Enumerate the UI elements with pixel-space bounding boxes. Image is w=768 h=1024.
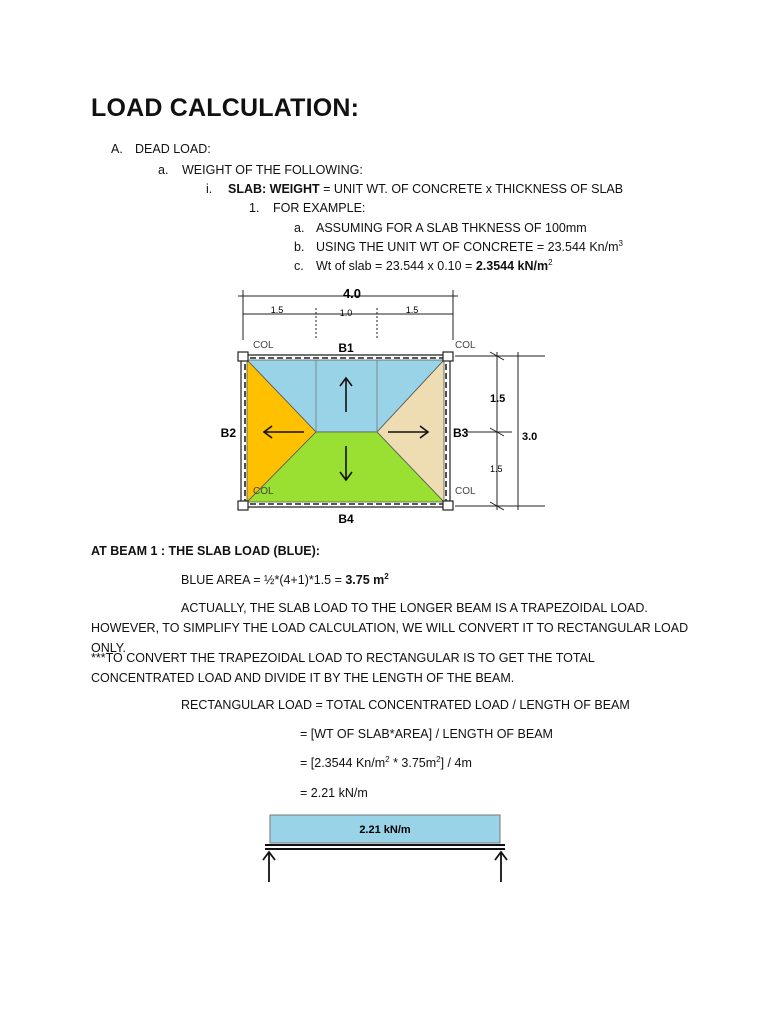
outline-item-weight: a. WEIGHT OF THE FOLLOWING: [158, 163, 363, 177]
paragraph-convert-note: ***TO CONVERT THE TRAPEZOIDAL LOAD TO RECTANGULAR IS TO GET THE TOTAL CONCENTRATED LOAD AND DIVIDE IT BY THE LENGTH OF THE BEAM. [91, 651, 595, 685]
col-label-bl: COL [253, 486, 274, 497]
beam-label-b1: B1 [338, 341, 354, 355]
page-title: LOAD CALCULATION: [91, 94, 360, 122]
blue-area-formula: BLUE AREA = ½*(4+1)*1.5 = 3.75 $m^2$ [181, 571, 389, 587]
dim-right: 1.5 [405, 305, 419, 315]
outline-item-unit-wt: b. USING THE UNIT WT OF CONCRETE = 23.544 $Kn/m^3$ [294, 238, 623, 254]
beam-load-diagram [255, 810, 520, 890]
col-label-br: COL [455, 486, 476, 497]
dim-v-bottom: 1.5 [490, 464, 503, 474]
outline-item-slab-weight: i. SLAB: WEIGHT = UNIT WT. OF CONCRETE x THICKNESS OF SLAB [206, 182, 624, 196]
equation-line-2: = [WT OF SLAB*AREA] / LENGTH OF BEAM [300, 727, 553, 741]
outline-item-wt-slab: c. Wt of slab = 23.544 x 0.10 = 2.3544 $kN/m^2$ [294, 257, 553, 273]
distributed-load-label: 2.21 kN/m [359, 824, 411, 836]
dim-mid: 1.0 [339, 308, 353, 318]
beam-label-b2: B2 [220, 426, 236, 440]
outline-item-dead-load: A. DEAD LOAD: [111, 142, 211, 156]
beam-label-b3: B3 [453, 426, 469, 440]
equation-line-3: = [2.3544 $Kn/m^2 * 3.75m^2] / 4m$ [300, 754, 472, 770]
column-tl [238, 352, 248, 361]
support-arrow-right-icon [495, 852, 507, 882]
equation-line-1: RECTANGULAR LOAD = TOTAL CONCENTRATED LOAD / LENGTH OF BEAM [181, 698, 630, 712]
outline-item-thickness: a. ASSUMING FOR A SLAB THKNESS OF 100mm [294, 221, 587, 235]
support-arrow-left-icon [263, 852, 275, 882]
column-bl [238, 501, 248, 510]
equation-line-4: = 2.21 kN/m [300, 786, 368, 800]
paragraph-trapezoidal: ACTUALLY, THE SLAB LOAD TO THE LONGER BEAM IS A TRAPEZOIDAL LOAD. HOWEVER, TO SIMPLIFY THE LOAD CALCULATION, WE WILL CONVERT IT TO RECTANGULAR LOAD ONLY. [91, 601, 689, 655]
col-label-tr: COL [455, 340, 476, 351]
column-br [443, 501, 453, 510]
dim-total: 4.0 [342, 286, 362, 301]
dim-v-total: 3.0 [522, 431, 538, 443]
dim-left: 1.5 [270, 305, 284, 315]
beam-label-b4: B4 [338, 512, 354, 526]
dim-v-top: 1.5 [490, 393, 506, 405]
column-tr [443, 352, 453, 361]
col-label-tl: COL [253, 340, 274, 351]
outline-item-example: 1. FOR EXAMPLE: [249, 201, 366, 215]
beam1-heading: AT BEAM 1 : THE SLAB LOAD (BLUE): [91, 544, 320, 558]
